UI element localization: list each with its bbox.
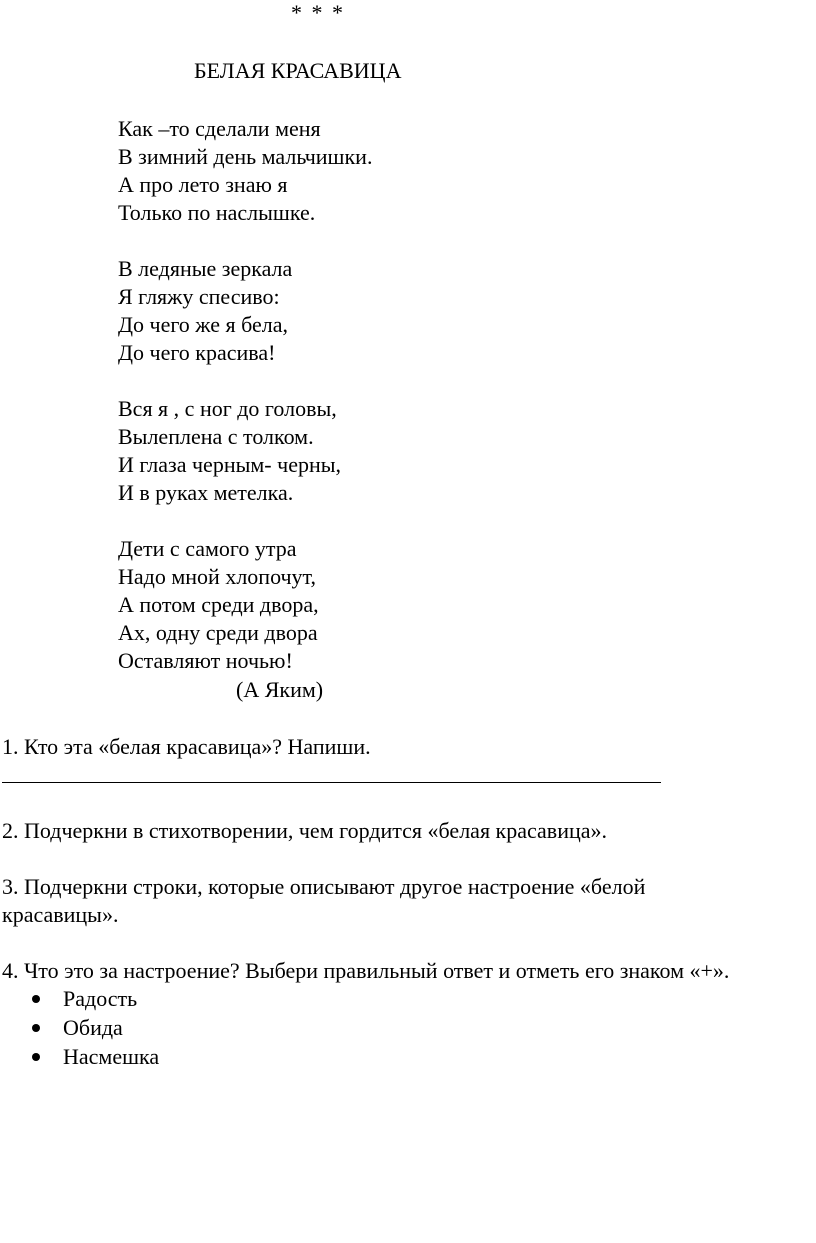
poem-line: Вся я , с ног до головы,	[118, 396, 337, 421]
poem-line: Я гляжу спесиво:	[118, 284, 280, 309]
poem-line: До чего же я бела,	[118, 312, 289, 337]
poem-line: Ах, одну среди двора	[118, 620, 318, 645]
poem-line: И глаза черным- черны,	[118, 452, 342, 477]
poem-author: (А Яким)	[236, 677, 324, 702]
poem-line: Вылеплена с толком.	[118, 424, 314, 449]
option-obida[interactable]: Обида	[63, 1015, 123, 1040]
poem-line: Дети с самого утра	[118, 536, 297, 561]
answer-line[interactable]	[2, 782, 661, 783]
poem-line: И в руках метелка.	[118, 480, 294, 505]
question-3-continuation: красавицы».	[2, 902, 119, 927]
poem-line: Как –то сделали меня	[118, 116, 321, 141]
option-nasmeshka[interactable]: Насмешка	[63, 1044, 160, 1069]
question-4: 4. Что это за настроение? Выбери правильный ответ и отметь его знаком «+».	[2, 958, 730, 983]
poem-line: А потом среди двора,	[118, 592, 319, 617]
poem-line: До чего красива!	[118, 340, 276, 365]
bullet-dot	[32, 1024, 40, 1032]
question-2: 2. Подчеркни в стихотворении, чем гордится «белая красавица».	[2, 818, 608, 843]
poem-line: В ледяные зеркала	[118, 256, 293, 281]
question-3: 3. Подчеркни строки, которые описывают другое настроение «белой	[2, 874, 646, 899]
poem-line: Оставляют ночью!	[118, 648, 293, 673]
bullet-dot	[32, 1053, 40, 1061]
poem-line: В зимний день мальчишки.	[118, 144, 373, 169]
poem-title: БЕЛАЯ КРАСАВИЦА	[194, 58, 402, 83]
poem-line: Только по наслышке.	[118, 200, 316, 225]
option-radost[interactable]: Радость	[63, 986, 138, 1011]
poem-line: А про лето знаю я	[118, 172, 288, 197]
bullet-dot	[32, 995, 40, 1003]
question-1: 1. Кто эта «белая красавица»? Напиши.	[2, 734, 371, 759]
poem-line: Надо мной хлопочут,	[118, 564, 317, 589]
stars-separator: * * *	[291, 0, 345, 25]
